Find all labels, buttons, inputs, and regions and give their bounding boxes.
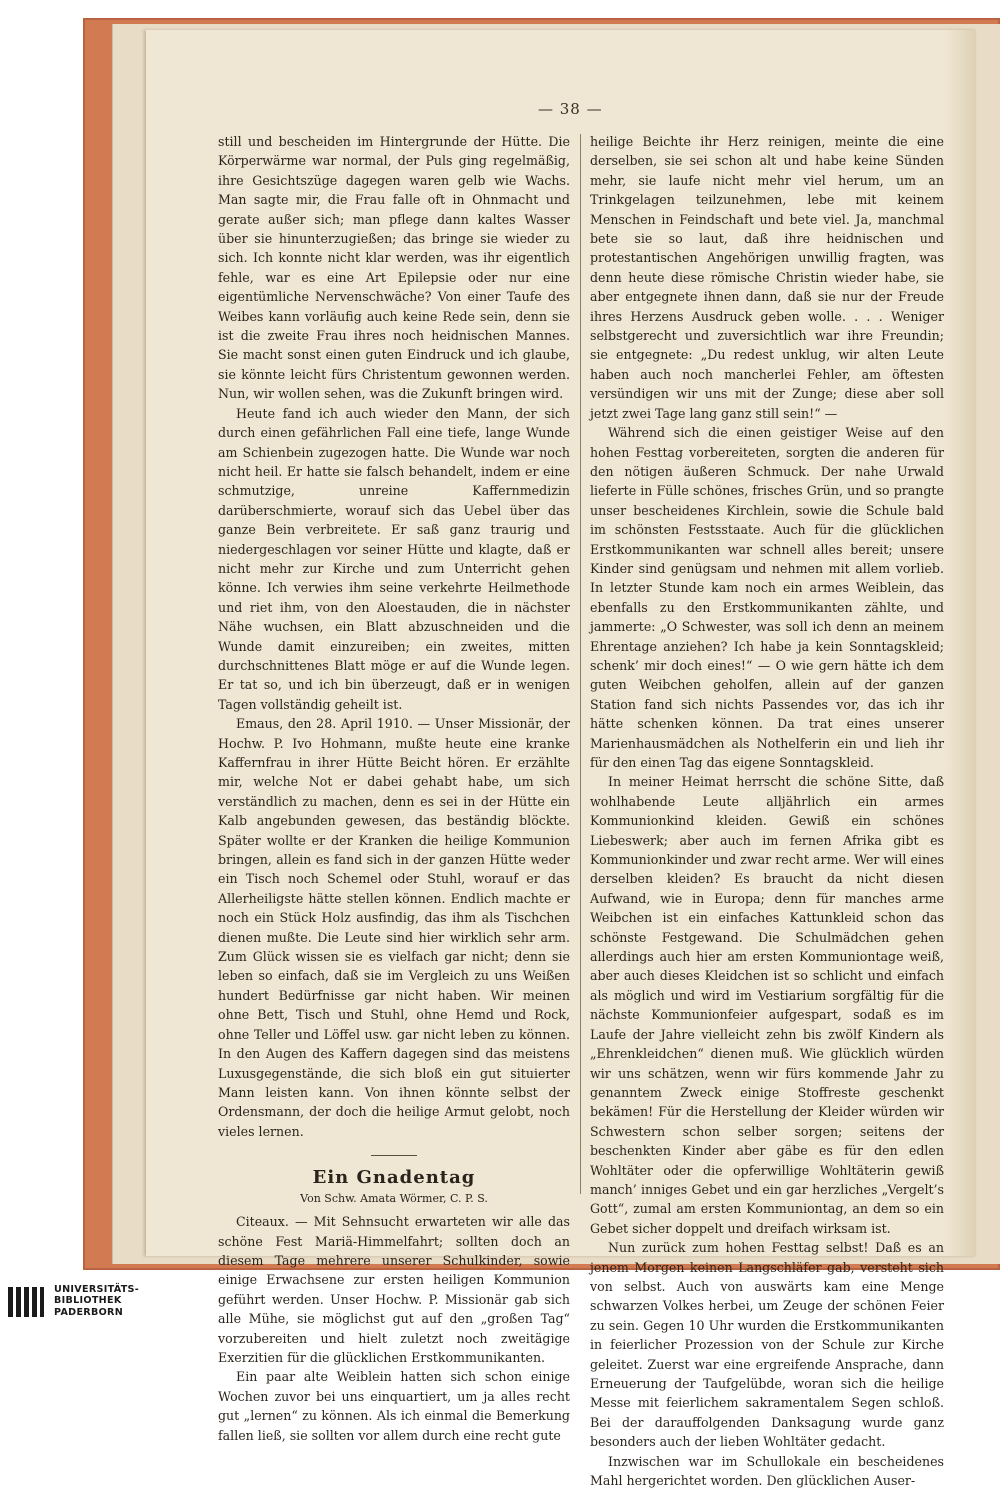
right-paragraph: Während sich die einen geistiger Weise auf den hohen Festtag vorbereiteten, sorgten die anderen für den nötigen äußeren Schmuck. Der nahe Urwald lieferte in Fülle schönes, frisches Grün, und so prangte unser bescheidenes Kirchlein, sowie die Schule bald im schönsten Festsstaate. Auch für die glücklichen Erstkommunikanten war schnell alles bereit; unsere Kinder sind genügsam und nehmen mit allem vorlieb. In letzter Stunde kam noch ein armes Weiblein, das ebenfalls zu den Erstkommunikanten zählte, und jammerte: „O Schwester, was soll ich denn an meinem Ehrentage anziehen? Ich habe ja kein Sonntagskleid; schenk’ mir doch eines!“ — O wie gern hätte ich dem guten Weibchen geholfen, allein auf der ganzen Station fand sich nichts Passendes vor, das ich ihr hätte schenken können. Da trat eines unserer Marienhausmädchen als Nothelferin ein und lieh ihr für den einen Tag das eigene Sonntagskleid. (590, 425, 944, 770)
article-title: Ein Gnadentag (312, 1167, 476, 1189)
right-paragraph: heilige Beichte ihr Herz reinigen, meinte die eine derselben, sie sei schon alt und habe keine Sünden mehr, sie laufe nicht mehr viel herum, um an Trinkgelagen teilzunehmen, lebe mit keinem Menschen in Feindschaft und bete viel. Ja, manchmal bete sie so laut, daß ihre heidnischen und protestantischen Angehörigen unwillig fragten, was denn heute diese römische Christin wieder habe, sie aber entgegnete ihnen dann, daß sie nur der Freude ihres Herzens Ausdruck geben wolle. . . . Weniger selbstgerecht und zuversichtlich war ihre Freundin; sie entgegnete: „Du redest unklug, wir alten Leute haben auch noch mancherlei Fehler, am öftesten versündigen wir uns mit der Zunge; diese aber soll jetzt zwei Tage lang ganz still sein!“ — (590, 134, 944, 421)
left-column (218, 132, 570, 1445)
right-column (590, 132, 944, 1490)
library-logo-icon (6, 1281, 46, 1321)
logo-line: UNIVERSITÄTS- (54, 1283, 140, 1295)
page-edge-shadow (946, 30, 976, 1256)
article-paragraph: Citeaux. — Mit Sehnsucht erwarteten wir alle das schöne Fest Mariä-Himmelfahrt; sollten doch an diesem Tage mehrere unserer Schulkinder, sowie einige Erwachsene zur ersten heiligen Kommunion geführt werden. Unser Hochw. P. Missionär gab sich alle Mühe, sie möglichst gut auf den „großen Tag“ vorzubereiten und hielt zuletzt noch zweitägige Exerzitien für die glücklichen Erstkommunikanten. (218, 1214, 570, 1365)
article-paragraph: Ein paar alte Weiblein hatten sich schon einige Wochen zuvor bei uns einquartiert, um ja alles recht gut „lernen“ zu können. Als ich einmal die Bemerkung fallen ließ, sie sollten vor allem durch eine recht gute (218, 1369, 570, 1443)
article-byline: Von Schw. Amata Wörmer, C. P. S. (300, 1192, 488, 1206)
left-paragraph: Emaus, den 28. April 1910. — Unser Missionär, der Hochw. P. Ivo Hohmann, mußte heute eine kranke Kaffernfrau in ihrer Hütte Beicht hören. Er erzählte mir, welche Not er dabei gehabt habe, um sich verständlich zu machen, denn es sei in der Hütte ein Kalb angebunden gewesen, das beständig blöckte. Später wollte er der Kranken die heilige Kommunion bringen, allein es fand sich in der ganzen Hütte weder ein Tisch noch Schemel oder Stuhl, worauf er das Allerheiligste hätte stellen können. Endlich machte er noch ein Stück Holz ausfindig, das ihm als Tischchen dienen mußte. Die Leute sind hier wirklich sehr arm. Zum Glück wissen sie es vielfach gar nicht; denn sie leben so einfach, daß sie im Vergleich zu uns Weißen hundert Bedürfnisse gar nicht haben. Wir meinen ohne Bett, Tisch und Stuhl, ohne Hemd und Rock, ohne Teller und Löffel usw. gar nicht leben zu können. In den Augen des Kaffern dagegen sind das meistens Luxusgegenstände, die sich bloß ein gut situierter Mann leisten kann. Von ihnen könnte selbst der Ordensmann, der doch die heilige Armut gelobt, noch vieles lernen. (218, 716, 570, 1139)
logo-line: BIBLIOTHEK (54, 1295, 122, 1307)
right-paragraph: Inzwischen war im Schullokale ein bescheidenes Mahl hergerichtet worden. Den glücklichen Auser- (590, 1453, 944, 1489)
right-paragraph: In meiner Heimat herrscht die schöne Sitte, daß wohlhabende Leute alljährlich ein armes Kommunionkind kleiden. Gewiß ein schönes Liebeswerk; aber auch im fernen Afrika gibt es Kommunionkinder und zwar recht arme. Wer will eines derselben kleiden? Es braucht da nicht diesen Aufwand, wie in Europa; denn für manches arme Weibchen ist ein einfaches Kattunkleid schon das schönste Festgewand. Die Schulmädchen gehen allerdings auch hier am ersten Kommuniontage weiß, aber auch dieses Kleidchen ist so schlicht und einfach als möglich und wird im Vestiarium sorgfältig für die nächste Kommunionfeier aufgespart, sodaß es im Laufe der Jahre vielleicht zehn bis zwölf Kindern als „Ehrenkleidchen“ dienen muß. Wie glücklich würden wir uns schätzen, wenn wir fürs kommende Jahr zu genanntem Zweck einige Stoffreste geschenkt bekämen! Für die Herstellung der Kleider würden wir Schwestern schon selber sorgen; seitens der beschenkten Kinder aber gäbe es für den edlen Wohltäter oder die opferwillige Wohltäterin gewiß manch’ inniges Gebet und ein gar herzliches „Vergelt’s Gott“, zumal am ersten Kommuniontag, an dem so ein Gebet sicher doppelt und dreifach wirksam ist. (590, 774, 944, 1236)
right-paragraph: Nun zurück zum hohen Festtag selbst! Daß es an jenem Morgen keinen Langschläfer gab, versteht sich von selbst. Auch von auswärts kam eine Menge schwarzen Volkes herbei, um Zeuge der schönen Feier zu sein. Gegen 10 Uhr wurden die Erstkommunikanten in feierlicher Prozession von der Schule zur Kirche geleitet. Zuerst war eine ergreifende Ansprache, dann Erneuerung der Taufgelübde, woran sich die heilige Messe mit feierlichem sakramentalem Segen schloß. Bei der darauffolgenden Danksagung wurde ganz besonders auch der lieben Wohltäter gedacht. (590, 1240, 944, 1450)
section-separator (371, 1155, 417, 1156)
library-logo-text (54, 1284, 139, 1319)
left-paragraph: Heute fand ich auch wieder den Mann, der sich durch einen gefährlichen Fall eine tiefe, lange Wunde am Schienbein zugezogen hatte. Die Wunde war noch nicht heil. Er hatte sie falsch behandelt, indem er eine schmutzige, unreine Kaffernmedizin darüberschmierte, worauf sich das Uebel über das ganze Bein verbreitete. Er saß ganz traurig und niedergeschlagen vor seiner Hütte und klagte, daß er nicht mehr zur Kirche und zum Unterricht gehen könne. Ich verwies ihm seine verkehrte Heilmethode und riet ihm, von den Aloestauden, die in nächster Nähe wuchsen, ein Blatt abzuschneiden und die Wunde damit einzureiben; ein zweites, mitten durchschnittenes Blatt möge er auf die Wunde legen. Er tat so, und ich bin überzeugt, daß er in wenigen Tagen vollständig geheilt ist. (218, 405, 570, 712)
page-number: — 38 — (538, 100, 603, 118)
left-paragraph: still und bescheiden im Hintergrunde der Hütte. Die Körperwärme war normal, der Puls ging regelmäßig, ihre Gesichtszüge dagegen waren gelb wie Wachs. Man sagte mir, die Frau falle oft in Ohnmacht und gerate außer sich; man pflege dann kaltes Wasser über sie hinunterzugießen; das bringe sie wieder zu sich. Ich konnte nicht klar werden, was ihr eigentlich fehle, war es eine Art Epilepsie oder nur eine eigentümliche Nervenschwäche? Von einer Taufe des Weibes kann vorläufig auch keine Rede sein, denn sie ist die zweite Frau ihres noch heidnischen Mannes. Sie macht sonst einen guten Eindruck und ich glaube, sie könnte leicht fürs Christentum gewonnen werden. Nun, wir wollen sehen, was die Zukunft bringen wird. (218, 134, 570, 402)
library-logo[interactable] (0, 1276, 160, 1326)
logo-line: PADERBORN (54, 1306, 124, 1318)
column-divider (580, 134, 581, 1194)
